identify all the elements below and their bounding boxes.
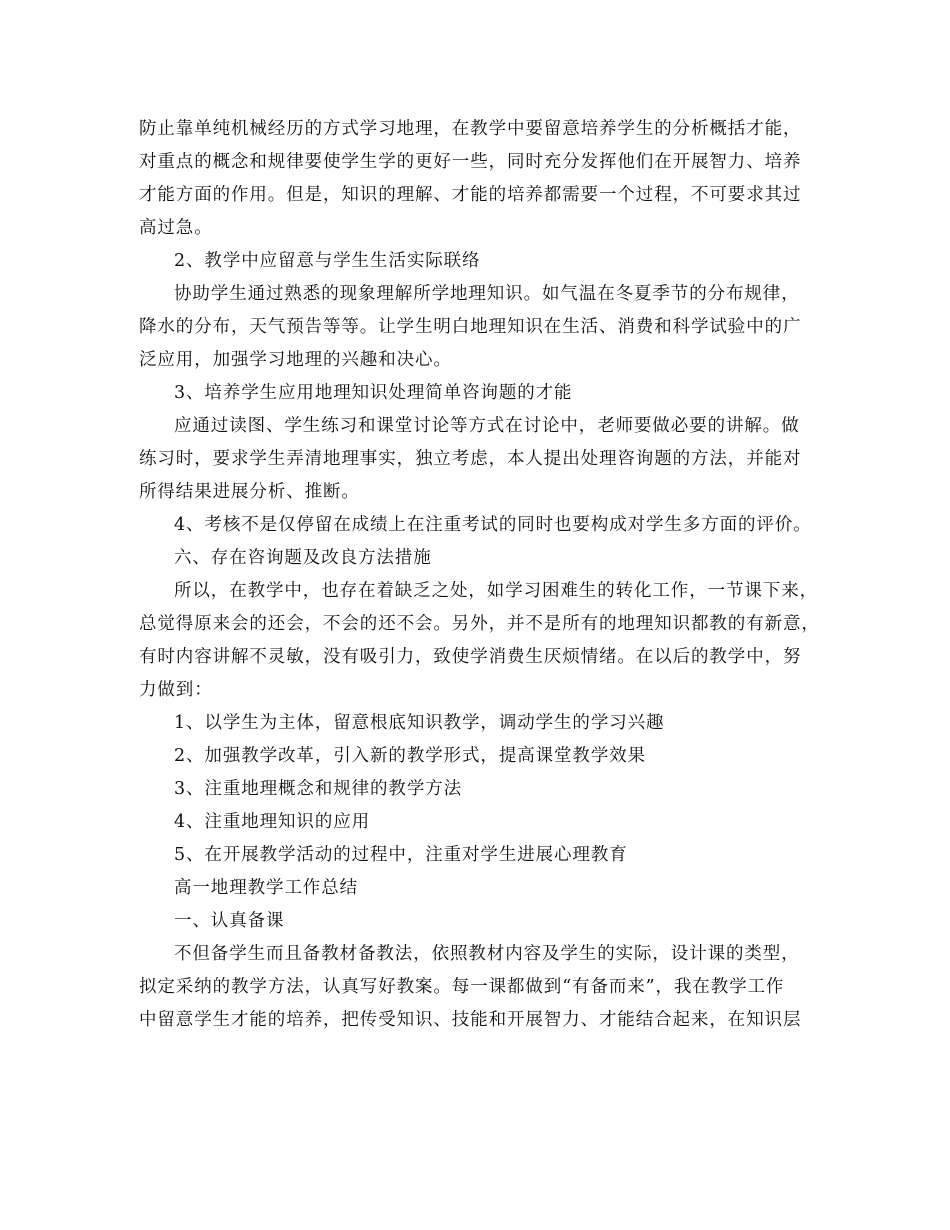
paragraph-start-15: 所以，在教学中，也存在着缺乏之处，如学习困难生的转化工作，一节课下来， [174,581,818,601]
list-item-5: 5、在开展教学活动的过程中，注重对学生进展心理教育 [174,845,628,865]
text-line-1: 防止靠单纯机械经历的方式学习地理，在教学中要留意培养学生的分析概括才能， [139,119,802,139]
text-line-8: 泛应用，加强学习地理的兴趣和决心。 [139,350,452,370]
section-heading-one: 一、认真备课 [174,911,285,931]
text-line-17: 有时内容讲解不灵敏，没有吸引力，致使学消费生厌烦情绪。在以后的教学中，努 [139,647,802,667]
paragraph-start-26: 不但备学生而且备教材备教法，依照教材内容及学生的实际，设计课的类型， [174,944,800,964]
paragraph-start-10: 应通过读图、学生练习和课堂讨论等方式在讨论中，老师要做必要的讲解。做 [174,416,800,436]
text-line-11: 练习时，要求学生弄清地理事实，独立考虑，本人提出处理咨询题的方法，并能对 [139,449,802,469]
text-line-16: 总觉得原来会的还会，不会的还不会。另外，并不是所有的地理知识都教的有新意， [139,614,820,634]
text-line-7: 降水的分布，天气预告等等。让学生明白地理知识在生活、消费和科学试验中的广 [139,317,802,337]
section-heading-2: 2、教学中应留意与学生生活实际联络 [174,251,481,271]
list-item-4: 4、注重地理知识的应用 [174,812,371,832]
text-line-28: 中留意学生才能的培养，把传受知识、技能和开展智力、才能结合起来，在知识层 [139,1010,802,1030]
text-line-18: 力做到： [139,680,213,700]
list-item-2: 2、加强教学改革，引入新的教学形式，提高课堂教学效果 [174,746,647,766]
section-heading-4: 4、考核不是仅停留在成绩上在注重考试的同时也要构成对学生多方面的评价。 [174,515,812,535]
document-subtitle: 高一地理教学工作总结 [174,878,358,898]
section-heading-3: 3、培养学生应用地理知识处理简单咨询题的才能 [174,383,573,403]
text-line-3: 才能方面的作用。但是，知识的理解、才能的培养都需要一个过程，不可要求其过 [139,185,802,205]
text-line-4: 高过急。 [139,218,213,238]
text-line-2: 对重点的概念和规律要使学生学的更好一些，同时充分发挥他们在开展智力、培养 [139,152,802,172]
text-line-12: 所得结果进展分析、推断。 [139,482,360,502]
list-item-3: 3、注重地理概念和规律的教学方法 [174,779,463,799]
document-body [139,116,829,1040]
section-heading-six: 六、存在咨询题及改良方法措施 [174,548,432,568]
text-line-27: 拟定采纳的教学方法，认真写好教案。每一课都做到“有备而来”，我在教学工作 [139,977,785,997]
list-item-1: 1、以学生为主体，留意根底知识教学，调动学生的学习兴趣 [174,713,665,733]
paragraph-start-5: 协助学生通过熟悉的现象理解所学地理知识。如气温在冬夏季节的分布规律， [174,284,800,304]
